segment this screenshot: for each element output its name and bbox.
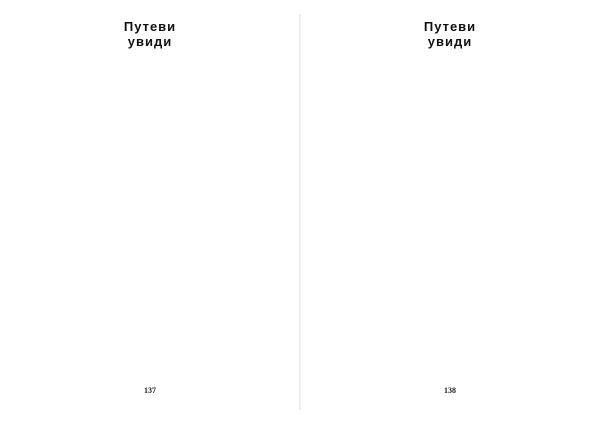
left-page-number: 137 [144,386,156,395]
logo-word-uvidi: увиди [427,34,473,49]
right-body-text [330,50,570,366]
logo-word-putevi: Путеви [423,19,477,34]
left-body-text [30,50,270,366]
logo-word-uvidi: увиди [127,34,173,49]
journal-logo [402,20,498,48]
right-page-number: 138 [444,386,456,395]
journal-logo [102,20,198,48]
logo-word-putevi: Путеви [123,19,177,34]
right-page [300,0,600,424]
